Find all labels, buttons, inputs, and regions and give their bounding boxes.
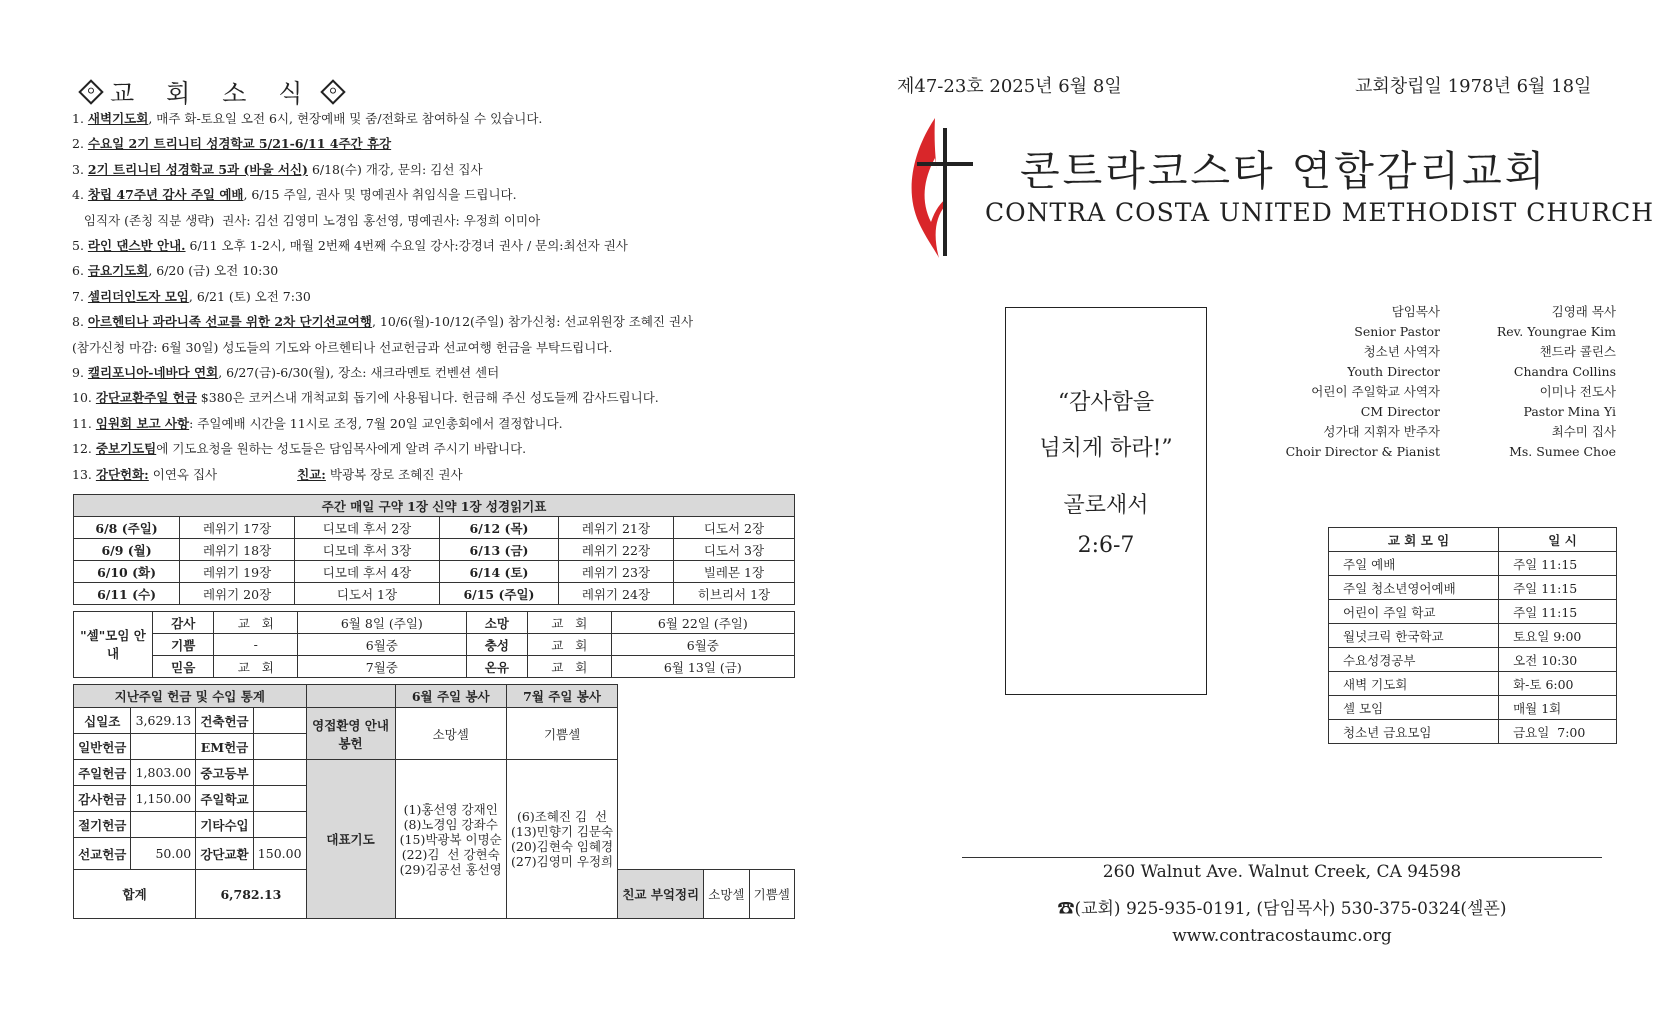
- cell-cell: 교 회: [214, 612, 298, 634]
- staff-role-english: Choir Director & Pianist: [1285, 444, 1440, 459]
- finance-cell: EM헌금: [196, 734, 253, 760]
- prayer-label: 대표기도: [306, 760, 395, 919]
- cell-meeting-table: [73, 611, 795, 678]
- news-item-title: 새벽기도회: [87, 111, 149, 126]
- news-heading: [72, 74, 352, 110]
- schedule-header-meeting: 교 회 모 임: [1329, 528, 1499, 552]
- prayer-entry: (27)김영미 우정희: [511, 854, 614, 869]
- bible-cell: 6/10 (화): [74, 561, 180, 583]
- prayer-entry: (15)박광복 이명순: [399, 831, 502, 847]
- prayer-june: [395, 760, 506, 919]
- finance-header-row: [74, 685, 795, 708]
- news-item-text: , 6/20 (금) 오전 10:30: [148, 263, 279, 279]
- staff-role-korean: 담임목사: [1391, 304, 1440, 319]
- cell-cell: 충성: [466, 634, 527, 656]
- prayer-entry: (1)홍선영 강재인: [403, 801, 498, 817]
- schedule-meeting: 주일 청소년영어예배: [1329, 576, 1499, 600]
- cross-and-flame-logo: [905, 118, 975, 258]
- schedule-time: 주일 11:15: [1499, 552, 1617, 576]
- schedule-row: [1329, 576, 1617, 600]
- fellowship-label: 친교 부엌정리: [618, 870, 704, 919]
- news-item-title: 강단헌화:: [95, 466, 149, 482]
- finance-cell: [131, 734, 196, 760]
- bible-cell: 6/8 (주일): [74, 517, 180, 539]
- cell-cell: 6월중: [298, 634, 467, 656]
- news-item: [72, 157, 792, 182]
- schedule-row: [1329, 720, 1617, 744]
- greeter-label: 영접환영 안내봉헌: [306, 708, 395, 760]
- bible-cell: 디도서 2장: [673, 517, 794, 539]
- news-item: [72, 233, 792, 258]
- news-item-number: 6.: [72, 263, 84, 279]
- news-item: [72, 411, 792, 436]
- staff-name-english: Rev. Youngrae Kim: [1496, 324, 1616, 339]
- church-address: 260 Walnut Ave. Walnut Creek, CA 94598: [1102, 862, 1462, 882]
- bible-table-title: 주간 매일 구약 1장 신약 1장 성경읽기표: [74, 495, 795, 517]
- church-name-korean: 콘트라코스타 연합감리교회: [1020, 147, 1548, 195]
- bible-cell: 히브리서 1장: [673, 583, 794, 605]
- news-item-number: 8.: [72, 314, 84, 330]
- church-phone: ☎(교회) 925-935-0191, (담임목사) 530-375-0324(셀폰): [1057, 899, 1507, 919]
- news-item-text: , 6/27(금)-6/30(월), 장소: 새크라멘토 컨벤션 센터: [218, 365, 500, 381]
- diamond-icon: [78, 79, 103, 104]
- bible-cell: 6/13 (금): [439, 539, 558, 561]
- prayer-entry: (20)김현숙 임혜경: [511, 839, 614, 854]
- news-item: [72, 309, 792, 334]
- schedule-meeting: 새벽 기도회: [1329, 672, 1499, 696]
- finance-cell: [253, 708, 306, 734]
- news-item: [72, 182, 792, 207]
- schedule-row: [1329, 600, 1617, 624]
- bible-row: [74, 583, 795, 605]
- news-item-title: 중보기도팀: [95, 441, 157, 457]
- finance-table: [73, 684, 795, 919]
- news-item-number: 4.: [72, 187, 84, 203]
- staff-name-english: Pastor Mina Yi: [1523, 404, 1616, 419]
- news-item-text: 박광복 장로 조혜진 권사: [325, 466, 463, 482]
- verse-book: 골로새서: [1063, 493, 1149, 518]
- church-website[interactable]: www.contracostaumc.org: [1172, 926, 1392, 946]
- news-item-number: 9.: [72, 365, 84, 381]
- finance-cell: 1,150.00: [131, 786, 196, 812]
- finance-cell: 50.00: [131, 838, 196, 870]
- cell-cell: 교 회: [528, 612, 612, 634]
- verse-box: [1005, 307, 1207, 695]
- bible-row: [74, 539, 795, 561]
- church-name-english: CONTRA COSTA UNITED METHODIST CHURCH: [985, 198, 1655, 227]
- staff-name: [1440, 302, 1616, 342]
- staff-role-english: Youth Director: [1347, 364, 1440, 379]
- prayer-entry: (6)조혜진 김 선: [517, 809, 608, 824]
- cell-cell: 6월중: [611, 634, 794, 656]
- bible-cell: 디도서 3장: [673, 539, 794, 561]
- staff-role-korean: 청소년 사역자: [1363, 344, 1440, 359]
- cell-cell: 6월 13일 (금): [611, 656, 794, 678]
- staff-name-english: Chandra Collins: [1513, 364, 1616, 379]
- staff-name-english: Ms. Sumee Choe: [1509, 444, 1616, 459]
- cell-cell: 기쁨: [153, 634, 214, 656]
- staff-role: [1240, 302, 1440, 342]
- schedule-meeting: 주일 예배: [1329, 552, 1499, 576]
- finance-cell: [253, 812, 306, 838]
- schedule-time: 주일 11:15: [1499, 600, 1617, 624]
- bible-cell: 레위기 17장: [180, 517, 295, 539]
- news-item-title: 창립 47주년 감사 주일 예배: [87, 187, 244, 203]
- news-item-text: : 주일예배 시간을 11시로 조정, 7월 20일 교인총회에서 결정합니다.: [189, 415, 563, 431]
- bible-cell: 빌레몬 1장: [673, 561, 794, 583]
- prayer-entry: (13)민향기 김문숙: [511, 824, 614, 839]
- news-item: [72, 258, 792, 283]
- cell-cell: 7월중: [298, 656, 467, 678]
- news-item-title: 2기 트리니티 성경학교 5과 (바울 서신): [87, 161, 308, 177]
- news-item-text: , 6/15 주일, 권사 및 명예권사 취임식을 드립니다.: [243, 187, 517, 203]
- schedule-meeting: 셀 모임: [1329, 696, 1499, 720]
- cell-label: "셀"모임 안내: [74, 612, 153, 678]
- news-item-title: 셀리더인도자 모임: [87, 288, 189, 304]
- total-label: 합계: [74, 870, 196, 919]
- verse-line: “감사함을: [1057, 390, 1155, 415]
- finance-row: [74, 760, 795, 786]
- finance-cell: 강단교환: [196, 838, 253, 870]
- finance-cell: 일반헌금: [74, 734, 131, 760]
- cell-cell: 소망: [466, 612, 527, 634]
- news-item: [72, 462, 792, 487]
- bible-reading-table: [73, 494, 795, 605]
- schedule-time: 토요일 9:00: [1499, 624, 1617, 648]
- staff-name-korean: 이미나 전도사: [1539, 384, 1616, 399]
- news-item-text: , 10/6(월)-10/12(주일) 참가신청: 선교위원장 조혜진 권사: [371, 314, 694, 330]
- greeter-june: 소망셀: [395, 708, 506, 760]
- staff-role: [1240, 422, 1440, 462]
- finance-cell: [131, 812, 196, 838]
- cell-cell: 감사: [153, 612, 214, 634]
- finance-cell: 주일헌금: [74, 760, 131, 786]
- staff-role: [1240, 382, 1440, 422]
- prayer-july: [506, 760, 617, 919]
- schedule-time: 매월 1회: [1499, 696, 1617, 720]
- news-item-text: , 6/21 (토) 오전 7:30: [188, 288, 311, 304]
- cell-cell: 6월 22일 (주일): [611, 612, 794, 634]
- news-item-title: 금요기도회: [87, 263, 149, 279]
- news-item-number: 7.: [72, 288, 84, 304]
- news-item-number: 12.: [72, 441, 92, 457]
- bible-cell: 6/14 (토): [439, 561, 558, 583]
- finance-cell: 3,629.13: [131, 708, 196, 734]
- staff-name-korean: 최수미 집사: [1551, 424, 1616, 439]
- news-item-title: 아르헨티나 과라니족 선교를 위한 2차 단기선교여행: [87, 314, 372, 330]
- news-item-text: 에 기도요청을 원하는 성도들은 담임목사에게 알려 주시기 바랍니다.: [156, 441, 527, 457]
- staff-name-korean: 챈드라 콜린스: [1539, 344, 1616, 359]
- news-item-number: 13.: [72, 466, 92, 482]
- news-item: [72, 335, 792, 360]
- diamond-icon: [321, 79, 346, 104]
- july-service-title: 7월 주일 봉사: [506, 685, 617, 708]
- schedule-row: [1329, 696, 1617, 720]
- news-item: [72, 208, 792, 233]
- finance-cell: 선교헌금: [74, 838, 131, 870]
- news-item-title: 임원회 보고 사항: [95, 415, 190, 431]
- finance-title: 지난주일 헌금 및 수입 통계: [74, 685, 307, 708]
- bible-cell: 레위기 19장: [180, 561, 295, 583]
- finance-cell: [253, 760, 306, 786]
- finance-cell: 건축헌금: [196, 708, 253, 734]
- cell-cell: 교 회: [528, 634, 612, 656]
- staff-role-english: CM Director: [1360, 404, 1440, 419]
- bible-cell: 레위기 23장: [559, 561, 674, 583]
- news-item-title: 캘리포니아-네바다 연회: [87, 365, 219, 381]
- news-item-number: 2.: [72, 136, 84, 152]
- issue-number: 제47-23호 2025년 6월 8일: [897, 76, 1122, 97]
- bible-cell: 레위기 22장: [559, 539, 674, 561]
- cell-row: [74, 656, 795, 678]
- bible-cell: 6/15 (주일): [439, 583, 558, 605]
- news-item-text: 6/11 오후 1-2시, 매월 2번째 4번째 수요일 강사:강경녀 권사 / 문의:최선자 권사: [185, 238, 628, 254]
- fellowship-june: 소망셀: [704, 870, 749, 919]
- bible-cell: 6/12 (목): [439, 517, 558, 539]
- bible-cell: 6/11 (수): [74, 583, 180, 605]
- news-item-title: 수요일 2기 트리니티 성경학교 5/21-6/11 4주간 휴강: [87, 136, 392, 152]
- news-heading-text: 교 회 소 식: [110, 79, 315, 108]
- bible-cell: 6/9 (월): [74, 539, 180, 561]
- news-item-number: 11.: [72, 415, 92, 431]
- schedule-meeting: 수요성경공부: [1329, 648, 1499, 672]
- news-item: [72, 106, 792, 131]
- schedule-time: 주일 11:15: [1499, 576, 1617, 600]
- finance-cell: [253, 734, 306, 760]
- news-item-text: , 매주 화-토요일 오전 6시, 현장예배 및 줌/전화로 참여하실 수 있습니다.: [148, 111, 543, 126]
- fellowship-july: 기쁨셀: [749, 870, 794, 919]
- divider: [962, 857, 1602, 858]
- june-service-title: 6월 주일 봉사: [395, 685, 506, 708]
- staff-name: [1440, 342, 1616, 382]
- cell-cell: 온유: [466, 656, 527, 678]
- news-item-title: 친교:: [297, 466, 326, 482]
- finance-cell: 절기헌금: [74, 812, 131, 838]
- cell-cell: -: [214, 634, 298, 656]
- finance-cell: 1,803.00: [131, 760, 196, 786]
- greeter-july: 기쁨셀: [506, 708, 617, 760]
- staff-role-korean: 성가대 지휘자 반주자: [1323, 424, 1440, 439]
- founding-date: 교회창립일 1978년 6월 18일: [1355, 76, 1592, 97]
- cell-cell: 교 회: [528, 656, 612, 678]
- news-item-text: $380은 코커스내 개척교회 돕기에 사용됩니다. 헌금해 주신 성도들께 감사드립니다.: [196, 390, 659, 406]
- bible-cell: 디도서 1장: [295, 583, 440, 605]
- cell-cell: 6월 8일 (주일): [298, 612, 467, 634]
- news-item-title: 강단교환주일 헌금: [95, 390, 197, 406]
- staff-name: [1440, 382, 1616, 422]
- prayer-entry: (29)김공선 홍선영: [399, 861, 502, 877]
- news-item: [72, 284, 792, 309]
- news-item-title: 라인 댄스반 안내.: [87, 238, 186, 254]
- news-item-text: 6/18(수) 개강, 문의: 김선 집사: [307, 161, 483, 177]
- schedule-meeting: 청소년 금요모임: [1329, 720, 1499, 744]
- news-item-number: 1.: [72, 111, 84, 126]
- verse-line: 넘치게 하라!”: [1039, 436, 1173, 461]
- bible-cell: 레위기 20장: [180, 583, 295, 605]
- news-item: [72, 436, 792, 461]
- total-value: 6,782.13: [196, 870, 306, 919]
- schedule-time: 오전 10:30: [1499, 648, 1617, 672]
- schedule-time: 금요일 7:00: [1499, 720, 1617, 744]
- finance-cell: 십일조: [74, 708, 131, 734]
- prayer-entry: (8)노경임 강좌수: [403, 816, 498, 832]
- news-item-text: (참가신청 마감: 6월 30일) 성도들의 기도와 아르헨티나 선교헌금과 선교여행 헌금을 부탁드립니다.: [72, 339, 613, 355]
- cell-row: [74, 612, 795, 634]
- news-item: [72, 131, 792, 156]
- staff-name: [1440, 422, 1616, 462]
- news-item-number: 5.: [72, 238, 84, 254]
- finance-cell: 주일학교: [196, 786, 253, 812]
- finance-cell: [253, 786, 306, 812]
- cell-cell: 교 회: [214, 656, 298, 678]
- finance-cell: 감사헌금: [74, 786, 131, 812]
- finance-cell: 150.00: [253, 838, 306, 870]
- cell-cell: 믿음: [153, 656, 214, 678]
- bible-row: [74, 517, 795, 539]
- bible-cell: 레위기 21장: [559, 517, 674, 539]
- schedule-table: [1328, 527, 1617, 744]
- bible-cell: 레위기 24장: [559, 583, 674, 605]
- schedule-row: [1329, 552, 1617, 576]
- schedule-row: [1329, 624, 1617, 648]
- staff-role-english: Senior Pastor: [1354, 324, 1440, 339]
- bible-cell: 디모데 후서 3장: [295, 539, 440, 561]
- news-item-number: 3.: [72, 161, 84, 177]
- staff-name-korean: 김영래 목사: [1551, 304, 1616, 319]
- news-item: [72, 385, 792, 410]
- schedule-row: [1329, 672, 1617, 696]
- verse-reference: 2:6-7: [1077, 533, 1135, 558]
- news-item-text: 이연옥 집사: [148, 466, 218, 482]
- bible-cell: 디모데 후서 2장: [295, 517, 440, 539]
- finance-cell: 중고등부: [196, 760, 253, 786]
- bible-cell: 디모데 후서 4장: [295, 561, 440, 583]
- news-item-number: 10.: [72, 390, 92, 406]
- prayer-entry: (22)김 선 강현숙: [401, 846, 500, 862]
- bible-cell: 레위기 18장: [180, 539, 295, 561]
- news-item: [72, 360, 792, 385]
- finance-cell: 기타수입: [196, 812, 253, 838]
- news-list: [72, 106, 792, 487]
- schedule-row: [1329, 648, 1617, 672]
- schedule-meeting: 어린이 주일 학교: [1329, 600, 1499, 624]
- schedule-header-time: 일 시: [1499, 528, 1617, 552]
- news-item-text: 임직자 (존칭 직분 생략) 권사: 김선 김영미 노경임 홍선영, 명예권사: 우정희 이미아: [72, 212, 541, 228]
- staff-role-korean: 어린이 주일학교 사역자: [1311, 384, 1440, 399]
- finance-row: [74, 708, 795, 734]
- staff-role: [1240, 342, 1440, 382]
- bible-row: [74, 561, 795, 583]
- schedule-time: 화-토 6:00: [1499, 672, 1617, 696]
- schedule-meeting: 월넛크릭 한국학교: [1329, 624, 1499, 648]
- cell-row: [74, 634, 795, 656]
